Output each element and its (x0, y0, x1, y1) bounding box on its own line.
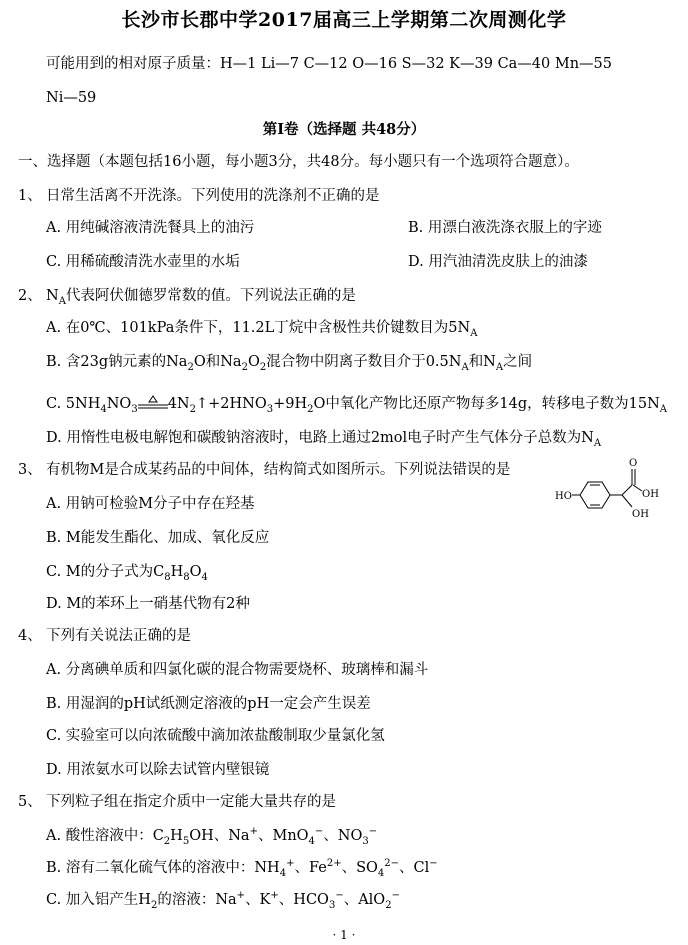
molecule-label-oh-acid: OH (642, 489, 659, 500)
q4-option-c: C. 实验室可以向浓硫酸中滴加浓盐酸制取少量氯化氢 (46, 728, 385, 744)
q3-option-b: B. M能发生酯化、加成、氧化反应 (46, 530, 270, 546)
atomic-masses-line2: Ni—59 (46, 90, 97, 106)
q2-option-a: A. 在0℃、101kPa条件下，11.2L丁烷中含极性共价键数目为$5N_A$ (46, 320, 478, 339)
q5-option-a: A. 酸性溶液中：$C_2H_5OH$、Na+、MnO$_4$−、$NO_3^-$ (46, 826, 378, 847)
q2-option-b: B. 含23g钠元素的$Na_2O$和$Na_2O_2$混合物中阴离子数目介于$0.5N_A$和$N_A$之间 (46, 354, 533, 373)
q2-option-c: C. $5NH_4NO_3$ $4N_2↑+2HNO_3+9H_2O$中氧化产物比还原产物每多14g，转移电子数为$15N_A$ (46, 396, 668, 415)
q4-option-b: B. 用湿润的pH试纸测定溶液的pH一定会产生误差 (46, 696, 371, 712)
question-number: 4、 (18, 628, 42, 644)
question-number: 3、 (18, 462, 42, 478)
molecule-structure-diagram (550, 455, 670, 525)
q1-option-a: A. 用纯碱溶液清洗餐具上的油污 (46, 220, 255, 236)
section-heading: 第Ⅰ卷（选择题 共48分） (262, 121, 426, 138)
q3-option-d: D. M的苯环上一硝基代物有2种 (46, 596, 250, 612)
question-number: 5、 (18, 794, 42, 810)
heat-reaction-arrow-icon (138, 395, 168, 411)
q5-option-b: B. 溶有二氧化硫气体的溶液中：$NH_4^+$、$Fe^{2+}$、$SO_4^{2-}$、Cl− (46, 858, 438, 879)
q1-option-d: D. 用汽油清洗皮肤上的油漆 (408, 254, 588, 270)
molecule-label-ho: HO (555, 491, 572, 502)
q2-option-d: D. 用惰性电极电解饱和碳酸钠溶液时，电路上通过2mol电子时产生气体分子总数为$N_A$ (46, 430, 602, 449)
question-3-stem: 3、 有机物M是合成某药品的中间体，结构简式如图所示。下列说法错误的是 (18, 462, 511, 478)
q3-option-c: C. M的分子式为$C_8H_8O_4$ (46, 564, 208, 583)
q4-option-d: D. 用浓氨水可以除去试管内壁银镜 (46, 762, 270, 778)
question-number: 1、 (18, 188, 42, 204)
q3-option-a: A. 用钠可检验M分子中存在羟基 (46, 496, 255, 512)
question-number: 2、 (18, 288, 42, 304)
instructions: 一、选择题（本题包括16小题，每小题3分，共48分。每小题只有一个选项符合题意）。 (18, 154, 579, 170)
molecule-label-o: O (629, 458, 638, 469)
question-5-stem: 5、 下列粒子组在指定介质中一定能大量共存的是 (18, 794, 336, 810)
page-number: · 1 · (332, 928, 356, 942)
question-4-stem: 4、 下列有关说法正确的是 (18, 628, 191, 644)
q1-option-b: B. 用漂白液洗涤衣服上的字迹 (408, 220, 602, 236)
molecule-label-oh-alpha: OH (632, 509, 649, 520)
page-title: 长沙市长郡中学2017届高三上学期第二次周测化学 (121, 9, 567, 31)
atomic-masses-line1: 可能用到的相对原子质量：H—1 Li—7 C—12 O—16 S—32 K—39 Ca—40 Mn—55 (46, 56, 613, 72)
q5-option-c: C. 加入铝产生$H_2$的溶液：Na+、K+、$HCO_3^-$、AlO$_2$− (46, 890, 400, 911)
q1-option-c: C. 用稀硫酸清洗水壶里的水垢 (46, 254, 240, 270)
question-1-stem: 1、 日常生活离不开洗涤。下列使用的洗涤剂不正确的是 (18, 188, 380, 204)
q4-option-a: A. 分离碘单质和四氯化碳的混合物需要烧杯、玻璃棒和漏斗 (46, 662, 429, 678)
question-2-stem: 2、 $N_A$代表阿伏伽德罗常数的值。下列说法正确的是 (18, 288, 356, 307)
